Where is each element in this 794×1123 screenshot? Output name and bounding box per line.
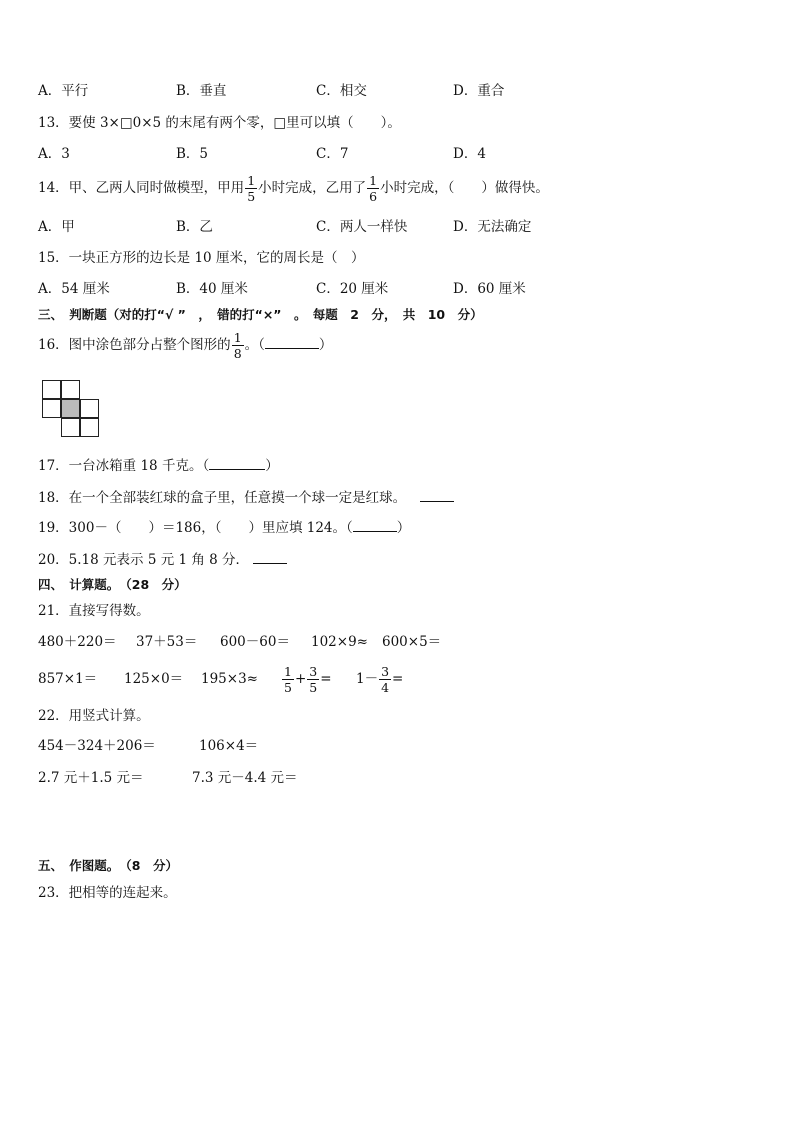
q21-item: 600－60＝ xyxy=(220,634,290,650)
q12-option-c: C．相交 xyxy=(316,83,367,99)
q21-fraction-subtract xyxy=(356,661,403,697)
q16-text-1: 16．图中涂色部分占整个图形的 xyxy=(38,337,231,353)
q21-equals-sign: = xyxy=(320,671,332,687)
q21-frac-b-num: 3 xyxy=(309,664,318,679)
q19-text-2: ） xyxy=(396,520,411,536)
grid-cell xyxy=(80,399,99,418)
q21-item: 102×9≈ xyxy=(311,634,368,650)
q14-option-a: A．甲 xyxy=(38,219,75,235)
q19-question xyxy=(38,519,410,537)
q14-fraction-2-den: 6 xyxy=(369,189,378,204)
q21-frac-a xyxy=(282,664,294,695)
q17-question xyxy=(38,457,279,475)
q14-question xyxy=(38,171,549,205)
q16-text-2: 。（ xyxy=(244,337,265,353)
q21-item: 37＋53＝ xyxy=(136,634,198,650)
q15-option-d: D．60 厘米 xyxy=(453,281,526,297)
q14-fraction-1-den: 5 xyxy=(247,189,256,204)
q21-equals-sign-2: = xyxy=(392,671,404,687)
q22-item: 7.3 元－4.4 元＝ xyxy=(192,770,298,786)
grid-cell xyxy=(61,418,80,437)
q12-option-d: D．重合 xyxy=(453,83,505,99)
q21-frac-b-den: 5 xyxy=(309,680,318,695)
q15-question: 15．一块正方形的边长是 10 厘米，它的周长是（ ） xyxy=(38,250,365,266)
q16-answer-blank[interactable] xyxy=(265,336,319,349)
q19-text-1: 19．300－（ ）＝186，（ ）里应填 124。（ xyxy=(38,520,353,536)
section-3-heading: 三、 判断题（对的打“√ ” ， 错的打“×” 。 每题 2 分， 共 10 分） xyxy=(38,307,483,322)
q21-frac-a-num: 1 xyxy=(284,664,292,679)
q16-fraction-den: 8 xyxy=(233,346,242,361)
q13-option-c: C．7 xyxy=(316,146,349,162)
q21-item: 600×5＝ xyxy=(382,634,442,650)
q21-item: 480＋220＝ xyxy=(38,634,117,650)
q12-option-b: B．垂直 xyxy=(176,83,227,99)
q21-fraction-sum xyxy=(281,661,332,697)
q13-option-d: D．4 xyxy=(453,146,486,162)
q20-text: 20．5.18 元表示 5 元 1 角 8 分． xyxy=(38,552,250,568)
q21-frac-c-num: 3 xyxy=(381,664,390,679)
q15-option-b: B．40 厘米 xyxy=(176,281,248,297)
q14-fraction-1-num: 1 xyxy=(247,173,256,188)
q14-fraction-2-num: 1 xyxy=(369,173,378,188)
q16-fraction xyxy=(232,330,244,361)
q16-fraction-num: 1 xyxy=(233,330,242,345)
grid-cell xyxy=(80,418,99,437)
q14-text-1: 14．甲、乙两人同时做模型，甲用 xyxy=(38,180,245,196)
q18-text: 18．在一个全部装红球的盒子里，任意摸一个球一定是红球。 xyxy=(38,490,407,506)
q14-option-d: D．无法确定 xyxy=(453,219,532,235)
q21-frac-c xyxy=(379,664,391,695)
q21-item: 857×1＝ xyxy=(38,671,98,687)
q17-answer-blank[interactable] xyxy=(209,457,265,470)
q18-answer-blank[interactable] xyxy=(420,489,454,502)
grid-cell xyxy=(61,380,80,399)
q16-text-3: ） xyxy=(318,337,333,353)
q21-item: 125×0＝ xyxy=(124,671,184,687)
grid-cell xyxy=(42,380,61,399)
q12-option-a: A．平行 xyxy=(38,83,89,99)
q21-plus-sign: + xyxy=(294,671,307,687)
grid-cell xyxy=(42,399,61,418)
q17-text-2: ） xyxy=(265,458,279,474)
q14-fraction-1 xyxy=(245,173,257,204)
q21-title: 21．直接写得数。 xyxy=(38,603,150,619)
q16-question xyxy=(38,327,332,363)
q22-item: 106×4＝ xyxy=(199,738,259,754)
q20-question xyxy=(38,551,287,569)
q14-option-b: B．乙 xyxy=(176,219,213,235)
q15-option-a: A．54 厘米 xyxy=(38,281,110,297)
q15-option-c: C．20 厘米 xyxy=(316,281,389,297)
q21-lead: 1－ xyxy=(356,671,379,687)
q21-frac-b xyxy=(307,664,319,695)
section-5-heading: 五、 作图题。 （8 分） xyxy=(38,858,178,873)
q21-frac-a-den: 5 xyxy=(284,680,292,695)
q21-frac-c-den: 4 xyxy=(381,680,390,695)
q20-answer-blank[interactable] xyxy=(253,551,287,564)
q14-fraction-2 xyxy=(367,173,379,204)
section-4-heading: 四、 计算题。 （28 分） xyxy=(38,577,187,592)
q13-question: 13．要使 3×□0×5 的末尾有两个零，□里可以填（ ）。 xyxy=(38,115,401,131)
q14-text-2: 小时完成，乙用了 xyxy=(258,180,367,196)
q14-option-c: C．两人一样快 xyxy=(316,219,408,235)
q22-item: 2.7 元＋1.5 元＝ xyxy=(38,770,144,786)
grid-cell-shaded xyxy=(61,399,80,418)
q22-title: 22．用竖式计算。 xyxy=(38,708,150,724)
q13-option-b: B．5 xyxy=(176,146,209,162)
q22-item: 454－324＋206＝ xyxy=(38,738,156,754)
q13-option-a: A．3 xyxy=(38,146,70,162)
q23-question: 23．把相等的连起来。 xyxy=(38,885,177,901)
q16-shaded-grid-figure xyxy=(42,380,102,440)
q19-answer-blank[interactable] xyxy=(353,519,397,532)
q18-question xyxy=(38,489,454,507)
q17-text-1: 17．一台冰箱重 18 千克。（ xyxy=(38,458,210,474)
q14-text-3: 小时完成，（ ）做得快。 xyxy=(380,180,549,196)
q21-item: 195×3≈ xyxy=(201,671,258,687)
